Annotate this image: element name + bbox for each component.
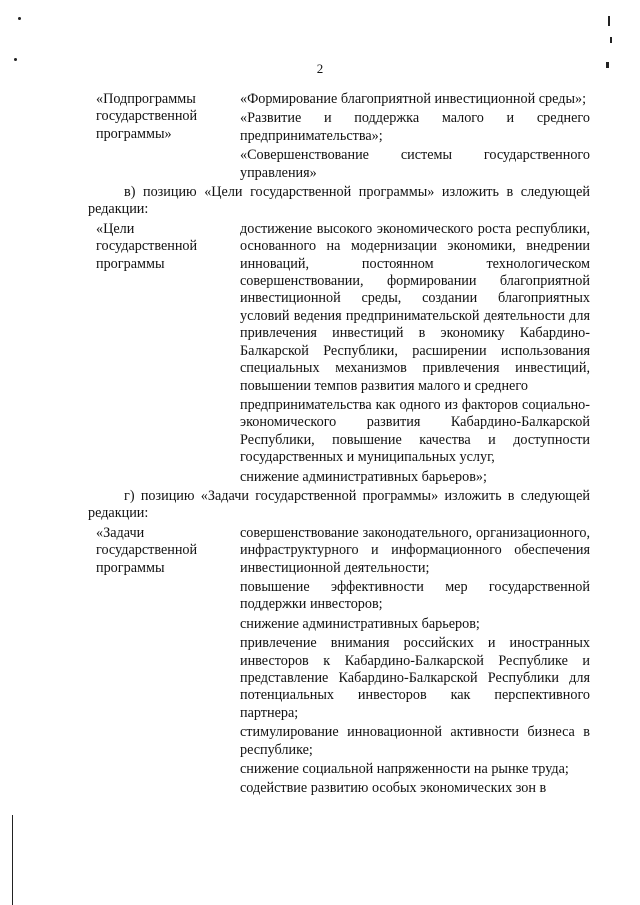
goals-row: [88, 221, 590, 486]
goals-intro-paragraph: в) позицию «Цели государственной программы» изложить в следующей редакции:: [88, 184, 590, 218]
task-item: совершенствование законодательного, организационного, инфраструктурного и информационного обеспечения инвестиционной деятельности;: [240, 524, 590, 576]
document-body: [88, 91, 590, 798]
goals-label: «Цели государственной программы: [96, 220, 198, 272]
subprogram-item: «Развитие и поддержка малого и среднего предпринимательства»;: [240, 110, 590, 144]
tasks-row: [88, 525, 590, 798]
task-item: стимулирование инновационной активности бизнеса в республике;: [240, 724, 590, 758]
tasks-intro-paragraph: г) позицию «Задачи государственной программы» изложить в следующей редакции:: [88, 487, 590, 522]
task-item: снижение административных барьеров;: [240, 615, 480, 632]
tasks-values: [240, 525, 590, 798]
task-item: привлечение внимания российских и иностранных инвесторов к Кабардино-Балкарской Республике и представление Кабардино-Балкарской Республики для потенциальных инвесторов как перспективного партнера;: [240, 635, 590, 721]
task-item: снижение социальной напряженности на рынке труда;: [240, 761, 569, 778]
tasks-label: «Задачи государственной программы: [96, 524, 198, 576]
goals-values: [240, 221, 590, 486]
goal-item: предпринимательства как одного из факторов социально-экономического развития Кабардино-Балкарской Республики, повышение качества и доступности государственных и муниципальных услуг,: [240, 396, 590, 466]
scan-speck: [18, 17, 21, 20]
goal-item: достижение высокого экономического роста республики, основанного на модернизации экономики, внедрении инноваций, постоянном технологическом совершенствовании, формировании благоприятной инвестиционной среды, создании благоприятных условий ведения предпринимательской деятельности для привлечения инвестиций в экономику Кабардино-Балкарской Республики, расширении использования специальных механизмов привлечения инвестиций, повышении темпов развития малого и среднего: [240, 220, 590, 394]
subprogram-item: «Совершенствование системы государственного управления»: [240, 147, 590, 181]
scan-mark: [608, 16, 610, 26]
task-item: содействие развитию особых экономических зон в: [240, 780, 547, 797]
subprograms-row: [88, 91, 590, 182]
task-item: повышение эффективности мер государственной поддержки инвесторов;: [240, 578, 590, 613]
scan-mark: [610, 37, 612, 43]
goal-item: снижение административных барьеров»;: [240, 468, 487, 485]
subprogram-item: «Формирование благоприятной инвестиционной среды»;: [240, 91, 587, 107]
scan-margin-line: [12, 815, 13, 905]
page-number: 2: [316, 61, 324, 76]
subprograms-values: [240, 91, 590, 182]
subprograms-label: «Подпрограммы государственной программы»: [96, 91, 198, 142]
